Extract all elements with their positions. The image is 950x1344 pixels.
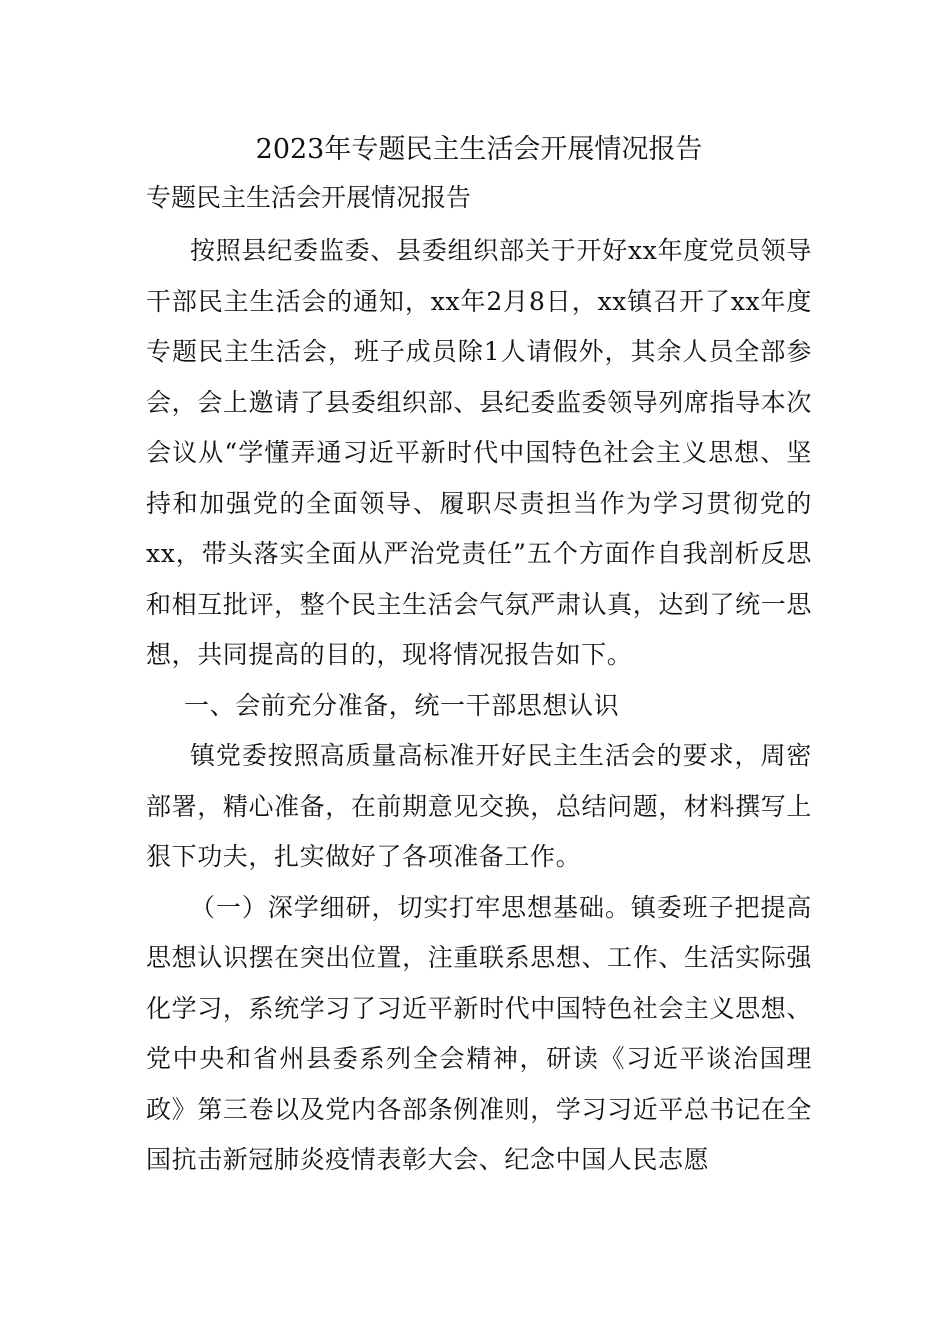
body-paragraph: （一）深学细研，切实打牢思想基础。镇委班子把提高思想认识摆在突出位置，注重联系思想、工作、生活实际强化学习，系统学习了习近平新时代中国特色社会主义思想、党中央和省州县委系列全会精神，研读《习近平谈治国理政》第三卷以及党内各部条例准则，学习习近平总书记在全国抗击新冠肺炎疫情表彰大会、纪念中国人民志愿 [146, 892, 812, 1174]
section-heading: 一、会前充分准备，统一干部思想认识 [184, 690, 620, 720]
document-subtitle: 专题民主生活会开展情况报告 [146, 183, 472, 212]
intro-paragraph: 按照县纪委监委、县委组织部关于开好xx年度党员领导干部民主生活会的通知，xx年2月8日，xx镇召开了xx年度专题民主生活会，班子成员除1人请假外，其余人员全部参会，会上邀请了县委组织部、县纪委监委领导列席指导本次会议从“学懂弄通习近平新时代中国特色社会主义思想、坚持和加强党的全面领导、履职尽责担当作为学习贯彻党的xx，带头落实全面从严治党责任”五个方面作自我剖析反思和相互批评，整个民主生活会气氛严肃认真，达到了统一思想，共同提高的目的，现将情况报告如下。 [146, 236, 812, 669]
body-paragraph: 镇党委按照高质量高标准开好民主生活会的要求，周密部署，精心准备，在前期意见交换，总结问题，材料撰写上狠下功夫，扎实做好了各项准备工作。 [146, 741, 812, 871]
document-title: 2023年专题民主生活会开展情况报告 [255, 134, 703, 165]
document-body [146, 128, 812, 1186]
